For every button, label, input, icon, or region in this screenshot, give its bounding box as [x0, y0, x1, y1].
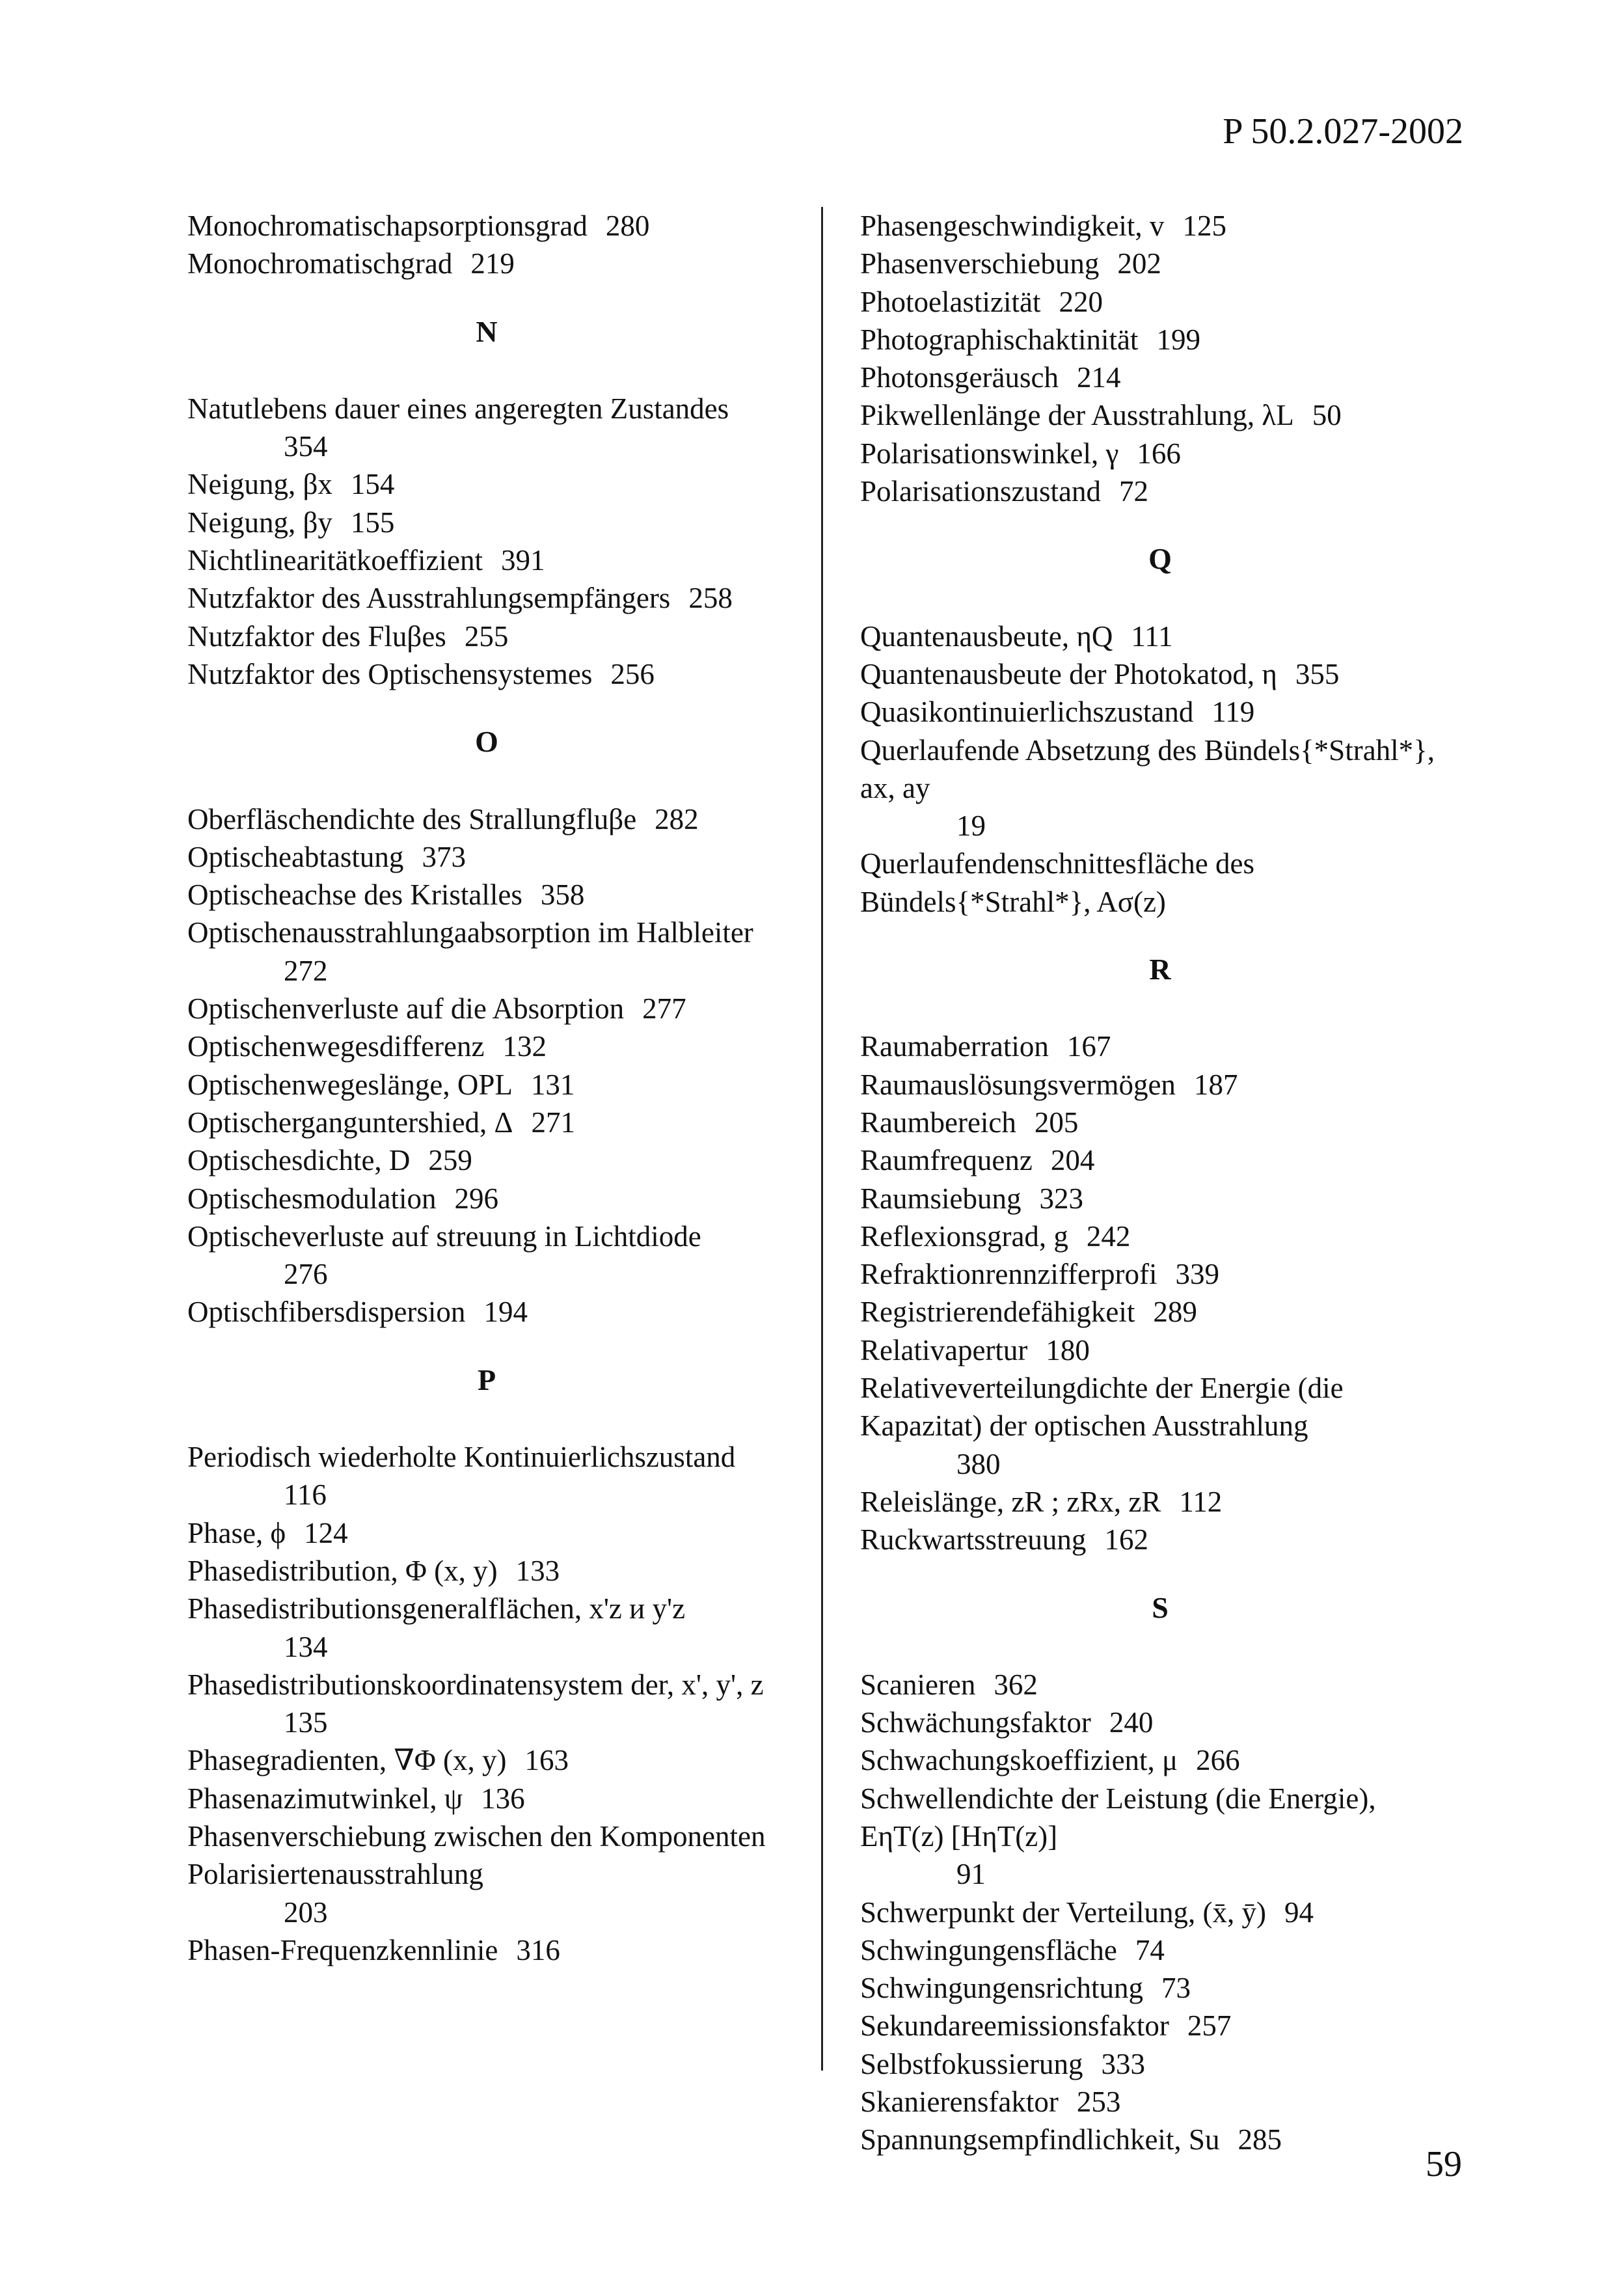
section-letter: O: [475, 725, 498, 759]
index-page-ref: 316: [516, 1933, 560, 1966]
index-term: Photonsgeräusch: [860, 361, 1059, 394]
index-term: Periodisch wiederholte Kontinuierlichszustand: [187, 1441, 736, 1474]
index-term: Phase, ϕ: [187, 1516, 286, 1549]
index-entry: [187, 1741, 786, 1779]
index-term: Nutzfaktor des Fluβes: [187, 619, 446, 653]
index-term: Optischenwegesdifferenz: [187, 1030, 485, 1063]
index-page-ref: 132: [502, 1030, 547, 1063]
index-entry: [860, 731, 1460, 845]
index-page-ref: 125: [1182, 210, 1226, 242]
index-term: Skanierensfaktor: [860, 2086, 1059, 2119]
index-page-ref: 194: [483, 1296, 528, 1329]
index-page-ref: 19: [956, 809, 986, 843]
index-page-ref: 187: [1193, 1068, 1238, 1101]
index-term: Photoelastizität: [860, 285, 1041, 318]
index-term: Oberfläschendichte des Strallungfluβe: [187, 802, 637, 836]
index-term: Refraktionrennzifferprofi: [860, 1258, 1157, 1291]
index-entry: [860, 1331, 1460, 1369]
index-term: Quantenausbeute, ηQ: [860, 619, 1113, 653]
index-entry: [187, 504, 786, 541]
index-page-ref: 131: [530, 1068, 575, 1101]
index-term: Schwellendichte der Leistung (die Energie), EηT(z) [HηT(z)]: [860, 1782, 1376, 1853]
index-page-ref: 220: [1059, 285, 1103, 318]
index-term: Schwerpunkt der Verteilung, (x̄, ȳ): [860, 1896, 1267, 1929]
index-term: Querlaufendenschnittesfläche des Bündels{*Strahl*}, Aσ(z): [860, 847, 1254, 918]
index-entry: [187, 1514, 786, 1552]
index-term: Querlaufende Absetzung des Bündels{*Strahl*}, ax, ay: [860, 733, 1435, 804]
index-term: Spannungsempfindlichkeit, Su: [860, 2123, 1220, 2156]
index-page-ref: 289: [1153, 1296, 1197, 1329]
index-entry: [860, 655, 1460, 693]
index-entry: [187, 1666, 786, 1742]
index-entry: [860, 321, 1460, 359]
index-page-ref: 354: [284, 430, 328, 463]
index-entry: [187, 914, 786, 990]
index-entry: [187, 390, 786, 466]
index-page-ref: 253: [1076, 2086, 1121, 2119]
index-entry: [860, 1293, 1460, 1331]
index-page-ref: 74: [1135, 1933, 1165, 1966]
index-entry: [860, 1969, 1460, 2007]
index-term: Schwingungensrichtung: [860, 1972, 1143, 2005]
index-entry: [860, 693, 1460, 731]
index-page-ref: 362: [994, 1668, 1038, 1701]
index-entry: [860, 1369, 1460, 1483]
index-page-ref: 214: [1076, 361, 1121, 394]
index-entry: [860, 2083, 1460, 2121]
index-entry: [187, 541, 786, 579]
index-page-ref: 199: [1156, 323, 1200, 356]
index-page-ref: 111: [1131, 619, 1173, 653]
index-page-ref: 167: [1066, 1030, 1111, 1063]
index-term: Releislänge, zR ; zRx, zR: [860, 1485, 1161, 1518]
index-page-ref: 162: [1104, 1523, 1148, 1557]
index-entry: [860, 1931, 1460, 1969]
index-page-ref: 205: [1034, 1106, 1079, 1139]
index-entry: [187, 1066, 786, 1104]
index-page-ref: 266: [1196, 1744, 1240, 1777]
index-entry: [187, 1780, 786, 1817]
index-page-ref: 180: [1046, 1333, 1090, 1366]
index-entry: [187, 245, 786, 282]
page-number: 59: [1426, 2144, 1462, 2184]
index-entry: [187, 1817, 786, 1931]
index-page-ref: 285: [1238, 2123, 1282, 2156]
index-page-ref: 391: [500, 544, 545, 577]
index-term: Neigung, βy: [187, 506, 332, 539]
index-term: Phasengeschwindigkeit, v: [860, 210, 1165, 242]
index-page-ref: 91: [956, 1858, 986, 1891]
index-term: Pikwellenlänge der Ausstrahlung, λL: [860, 399, 1294, 432]
index-term: Phasedistributionskoordinatensystem der, x', y', z: [187, 1668, 764, 1701]
index-term: Optischeverluste auf streuung in Lichtdiode: [187, 1219, 701, 1253]
index-page-ref: 339: [1175, 1258, 1219, 1291]
index-term: Polarisationswinkel, γ: [860, 437, 1119, 470]
index-page-ref: 72: [1118, 475, 1148, 508]
index-entry: [860, 2007, 1460, 2045]
index-term: Schwingungensfläche: [860, 1933, 1117, 1966]
index-entry: [187, 1180, 786, 1217]
index-page-ref: 259: [428, 1144, 472, 1177]
index-entry: [860, 283, 1460, 321]
index-entry: [187, 465, 786, 503]
index-term: Nutzfaktor des Optischensystemes: [187, 657, 593, 690]
index-column-left: [187, 207, 786, 1969]
index-term: Raumaberration: [860, 1030, 1049, 1063]
index-entry: [860, 1704, 1460, 1741]
index-term: Optischenausstrahlungaabsorption im Halbleiter: [187, 916, 753, 949]
index-entry: [860, 1255, 1460, 1293]
index-term: Optischeachse des Kristalles: [187, 878, 522, 912]
index-entry: [187, 1552, 786, 1590]
index-entry: [187, 838, 786, 876]
index-entry: [187, 1293, 786, 1331]
index-page-ref: 282: [655, 802, 699, 836]
index-page-ref: 323: [1039, 1182, 1083, 1215]
index-entry: [860, 245, 1460, 282]
index-entry: [187, 1141, 786, 1179]
index-entry: [860, 2121, 1460, 2158]
index-term: Sekundareemissionsfaktor: [860, 2009, 1169, 2043]
index-entry: [860, 1066, 1460, 1104]
section-letter: N: [476, 314, 498, 348]
index-term: Natutlebens dauer eines angeregten Zustandes: [187, 392, 729, 425]
index-entry: [187, 618, 786, 655]
section-letter: S: [1152, 1590, 1169, 1624]
index-page-ref: 242: [1086, 1219, 1131, 1253]
index-page-ref: 272: [284, 954, 328, 987]
index-page-ref: 373: [422, 840, 466, 873]
index-entry: [187, 1438, 786, 1514]
index-term: Phasenverschiebung zwischen den Komponenten Polarisiertenausstrahlung: [187, 1819, 766, 1891]
index-entry: [187, 1590, 786, 1666]
index-entry: [860, 207, 1460, 245]
index-page-ref: 154: [350, 468, 395, 501]
index-page-ref: 155: [350, 506, 395, 539]
index-entry: [187, 1931, 786, 1969]
index-entry: [860, 1780, 1460, 1894]
index-page-ref: 276: [284, 1258, 328, 1291]
index-entry: [860, 1141, 1460, 1179]
index-term: Nutzfaktor des Ausstrahlungsempfängers: [187, 582, 671, 615]
index-page-ref: 94: [1284, 1896, 1314, 1929]
index-entry: [860, 1666, 1460, 1704]
index-page-ref: 258: [688, 582, 733, 615]
column-divider: [821, 207, 823, 2071]
index-term: Scanieren: [860, 1668, 976, 1701]
document-code: P 50.2.027-2002: [1223, 111, 1463, 152]
index-page-ref: 255: [464, 619, 509, 653]
index-term: Phasedistributionsgeneralflächen, x'z и y'z: [187, 1592, 686, 1625]
index-page-ref: 166: [1137, 437, 1181, 470]
index-page-ref: 355: [1295, 657, 1340, 690]
index-page-ref: 358: [540, 878, 585, 912]
index-entry: [860, 1104, 1460, 1141]
index-page-ref: 112: [1179, 1485, 1223, 1518]
index-term: Photographischaktinität: [860, 323, 1139, 356]
index-page-ref: 277: [642, 992, 686, 1026]
index-term: Optischenwegeslänge, OPL: [187, 1068, 513, 1101]
index-entry: [860, 435, 1460, 472]
index-term: Optischfibersdispersion: [187, 1296, 466, 1329]
index-entry: [860, 359, 1460, 396]
index-page-ref: 50: [1312, 399, 1342, 432]
index-entry: [860, 1027, 1460, 1065]
index-entry: [187, 800, 786, 838]
index-page-ref: 204: [1050, 1144, 1095, 1177]
index-entry: [187, 1217, 786, 1294]
index-entry: [187, 1027, 786, 1065]
index-term: Phasegradienten, ∇Φ (x, y): [187, 1744, 507, 1777]
index-entry: [187, 1104, 786, 1141]
index-page-ref: 240: [1109, 1706, 1154, 1739]
index-page-ref: 203: [284, 1896, 328, 1929]
index-term: Raumsiebung: [860, 1182, 1022, 1215]
index-term: Raumbereich: [860, 1106, 1016, 1139]
index-entry: [860, 1521, 1460, 1558]
index-term: Phasenazimutwinkel, ψ: [187, 1782, 463, 1815]
index-term: Schwächungsfaktor: [860, 1706, 1091, 1739]
index-entry: [860, 845, 1460, 921]
index-term: Relativapertur: [860, 1333, 1028, 1366]
index-entry: [187, 579, 786, 617]
index-term: Phasedistribution, Φ (x, y): [187, 1554, 498, 1587]
index-term: Raumfrequenz: [860, 1144, 1033, 1177]
index-entry: [860, 1894, 1460, 1931]
index-page-ref: 202: [1117, 247, 1161, 280]
index-entry: [860, 1217, 1460, 1255]
section-letter: P: [477, 1363, 496, 1396]
index-term: Quantenausbeute der Photokatod, η: [860, 657, 1277, 690]
index-column-right: [860, 207, 1460, 2159]
index-term: Optischenverluste auf die Absorption: [187, 992, 625, 1026]
index-term: Registrierendefähigkeit: [860, 1296, 1135, 1329]
index-term: Reflexionsgrad, g: [860, 1219, 1068, 1253]
index-entry: [187, 990, 786, 1027]
index-page-ref: 116: [284, 1478, 327, 1512]
index-term: Optischeabtastung: [187, 840, 404, 873]
index-page-ref: 296: [454, 1182, 498, 1215]
index-term: Neigung, βx: [187, 468, 332, 501]
index-page-ref: 257: [1187, 2009, 1232, 2043]
section-letter: R: [1149, 953, 1171, 986]
index-page-ref: 124: [304, 1516, 348, 1549]
index-entry: [860, 618, 1460, 655]
index-term: Polarisationszustand: [860, 475, 1101, 508]
index-page-ref: 73: [1161, 1972, 1191, 2005]
index-term: Nichtlinearitätkoeffizient: [187, 544, 483, 577]
index-term: Quasikontinuierlichszustand: [860, 696, 1194, 729]
index-entry: [860, 2045, 1460, 2083]
index-term: Monochromatischapsorptionsgrad: [187, 210, 588, 242]
index-term: Optischesmodulation: [187, 1182, 437, 1215]
index-term: Optischesdichte, D: [187, 1144, 411, 1177]
index-entry: [187, 876, 786, 914]
index-term: Monochromatischgrad: [187, 247, 453, 280]
index-page-ref: 119: [1211, 696, 1255, 729]
index-page-ref: 280: [605, 210, 650, 242]
index-term: Raumauslösungsvermögen: [860, 1068, 1176, 1101]
index-entry: [187, 207, 786, 245]
index-entry: [860, 1483, 1460, 1521]
index-term: Schwachungskoeffizient, μ: [860, 1744, 1178, 1777]
index-page-ref: 134: [284, 1630, 328, 1663]
index-term: Phasenverschiebung: [860, 247, 1100, 280]
index-page-ref: 163: [524, 1744, 569, 1777]
index-entry: [860, 472, 1460, 510]
index-entry: [860, 1180, 1460, 1217]
index-page-ref: 256: [610, 657, 655, 690]
index-term: Selbstfokussierung: [860, 2047, 1083, 2080]
section-letter: Q: [1148, 542, 1172, 576]
index-term: Ruckwartsstreuung: [860, 1523, 1087, 1557]
index-entry: [860, 1741, 1460, 1779]
index-page-ref: 135: [284, 1706, 328, 1739]
index-page-ref: 333: [1101, 2047, 1145, 2080]
index-term: Optischerganguntershied, Δ: [187, 1106, 513, 1139]
index-page-ref: 133: [515, 1554, 560, 1587]
index-page-ref: 380: [956, 1447, 1001, 1480]
index-term: Phasen-Frequenzkennlinie: [187, 1933, 498, 1966]
index-entry: [187, 655, 786, 693]
index-entry: [860, 396, 1460, 434]
index-page-ref: 136: [481, 1782, 525, 1815]
index-page-ref: 219: [470, 247, 515, 280]
index-term: Relativeverteilungdichte der Energie (die Kapazitat) der optischen Ausstrahlung: [860, 1372, 1344, 1443]
index-page-ref: 271: [531, 1106, 575, 1139]
